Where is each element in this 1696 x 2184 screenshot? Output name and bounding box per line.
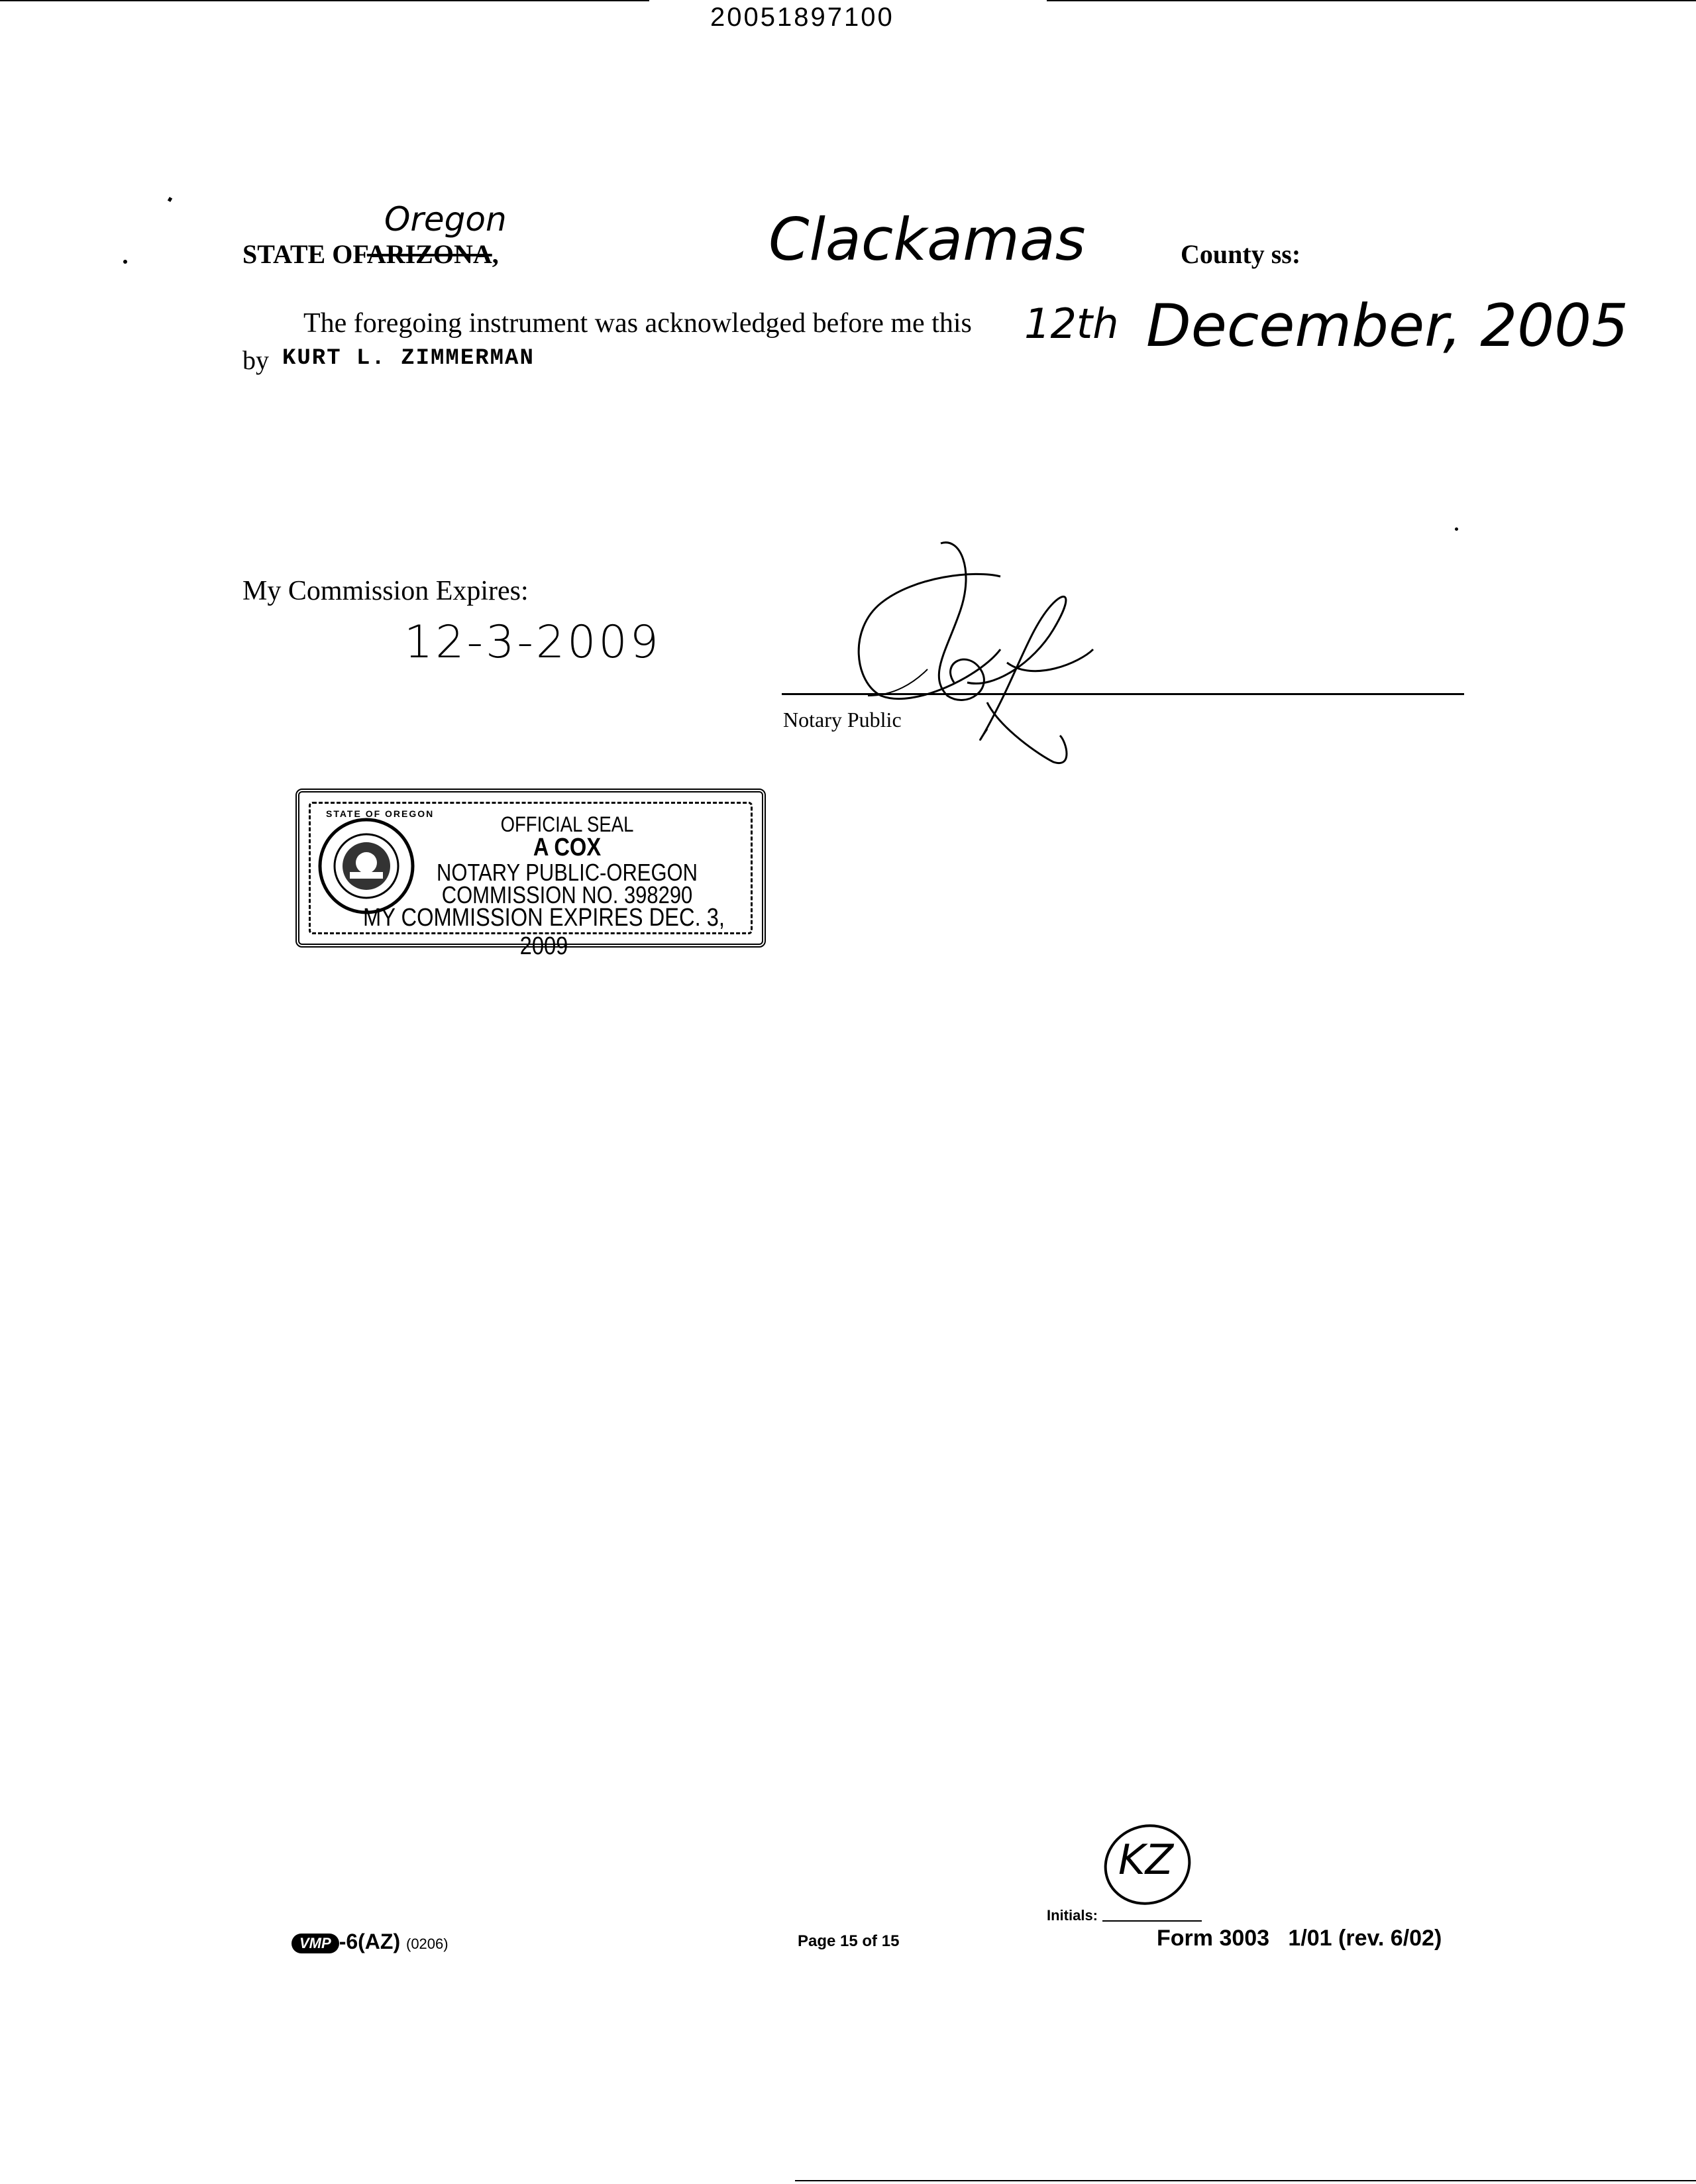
state-line xyxy=(242,239,499,270)
signer-name: KURT L. ZIMMERMAN xyxy=(282,346,535,371)
county-handwritten: Clackamas xyxy=(768,205,1086,274)
signature-line xyxy=(782,693,1464,695)
acknowledgment-text: The foregoing instrument was acknowledged before me this xyxy=(303,308,972,339)
form-code-text: -6(AZ) xyxy=(339,1930,401,1953)
stray-mark xyxy=(168,197,172,202)
state-struck: ARIZONA xyxy=(366,239,492,269)
state-prefix: STATE OF xyxy=(242,239,367,269)
initials-label: Initials: xyxy=(1047,1907,1098,1924)
form-code-rev: (0206) xyxy=(406,1936,449,1952)
stray-mark xyxy=(1455,527,1458,531)
stray-mark xyxy=(123,260,127,264)
seal-line-official: OFFICIAL SEAL xyxy=(500,812,634,836)
form-code xyxy=(292,1930,449,1954)
state-suffix: , xyxy=(492,239,499,269)
vmp-logo xyxy=(292,1934,339,1953)
top-rule-right xyxy=(1047,0,1696,1)
official-seal-stamp xyxy=(295,789,766,960)
initials-line xyxy=(1102,1920,1202,1922)
by-label: by xyxy=(242,345,269,375)
vmp-logo-text: VMP xyxy=(299,1934,331,1951)
notary-signature xyxy=(782,530,1153,795)
date-day-handwritten: 12th xyxy=(1024,300,1119,348)
top-rule-left xyxy=(0,0,649,1)
form-number: Form 3003 1/01 (rev. 6/02) xyxy=(1157,1926,1442,1951)
commission-expiry-handwritten: 12-3-2009 xyxy=(404,616,661,669)
document-number: 20051897100 xyxy=(710,3,894,32)
state-handwritten: Oregon xyxy=(384,200,507,239)
seal-emblem-text: STATE OF OREGON xyxy=(326,808,435,819)
page-number: Page 15 of 15 xyxy=(798,1932,900,1950)
county-label: County ss: xyxy=(1181,239,1301,269)
initials-handwritten: KZ xyxy=(1118,1835,1174,1884)
seal-line-name: A COX xyxy=(533,834,602,861)
seal-line-commission: COMMISSION NO. 398290 xyxy=(441,881,693,908)
seal-line-notary: NOTARY PUBLIC-OREGON xyxy=(437,859,698,886)
bottom-rule xyxy=(795,2180,1696,2181)
seal-line-expires: MY COMMISSION EXPIRES DEC. 3, 2009 xyxy=(363,904,725,960)
date-month-year-handwritten: December, 2005 xyxy=(1146,292,1629,360)
commission-label: My Commission Expires: xyxy=(242,576,529,606)
notary-public-label: Notary Public xyxy=(783,708,902,732)
